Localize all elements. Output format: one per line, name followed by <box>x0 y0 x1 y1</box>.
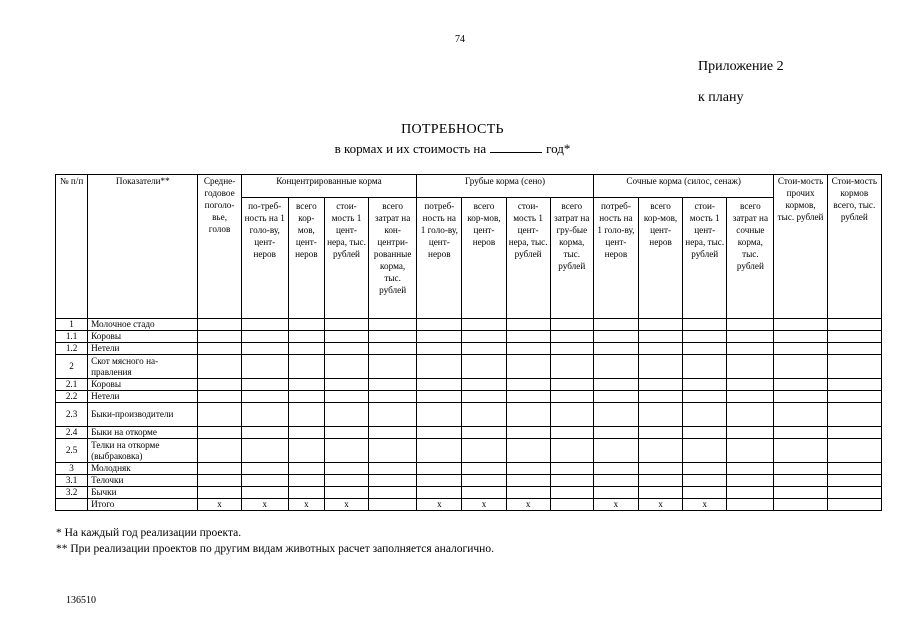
table-cell <box>324 331 368 343</box>
table-cell <box>506 331 550 343</box>
table-cell <box>506 427 550 439</box>
table-cell <box>639 487 683 499</box>
table-cell <box>827 379 881 391</box>
table-cell <box>827 439 881 463</box>
table-cell <box>198 475 241 487</box>
table-cell <box>683 331 727 343</box>
table-cell <box>683 487 727 499</box>
table-cell <box>369 463 417 475</box>
table-cell <box>683 379 727 391</box>
table-cell <box>593 439 638 463</box>
table-cell <box>593 355 638 379</box>
row-label: Телочки <box>88 475 198 487</box>
table-cell <box>417 379 462 391</box>
document-subtitle <box>0 141 905 157</box>
table-cell <box>462 403 506 427</box>
coarse-total-header: всего кор-мов, цент-неров <box>462 198 506 319</box>
table-cell <box>506 463 550 475</box>
table-cell <box>827 343 881 355</box>
total-cell <box>774 499 827 511</box>
table-cell <box>417 439 462 463</box>
subtitle-text: в кормах и их стоимость на <box>334 141 487 156</box>
table-cell <box>639 439 683 463</box>
table-cell <box>462 439 506 463</box>
table-row <box>56 463 882 475</box>
table-cell <box>288 427 324 439</box>
table-cell <box>683 355 727 379</box>
document-code: 136510 <box>66 595 96 606</box>
table-cell <box>241 439 288 463</box>
table-cell <box>827 391 881 403</box>
table-cell <box>462 463 506 475</box>
table-cell <box>462 475 506 487</box>
document-title: ПОТРЕБНОСТЬ <box>401 122 504 137</box>
table-cell <box>324 475 368 487</box>
row-label: Скот мясного на-правления <box>88 355 198 379</box>
table-cell <box>774 427 827 439</box>
succ-need-header: потреб-ность на 1 голо-ву, цент-неров <box>593 198 638 319</box>
row-label: Коровы <box>88 331 198 343</box>
table-cell <box>241 343 288 355</box>
table-cell <box>550 487 593 499</box>
table-cell <box>683 403 727 427</box>
table-cell <box>683 319 727 331</box>
row-number: 3 <box>56 463 88 475</box>
table-cell <box>727 355 774 379</box>
table-cell <box>288 319 324 331</box>
table-cell <box>683 343 727 355</box>
total-label: Итого <box>88 499 198 511</box>
table-cell <box>369 331 417 343</box>
table-cell <box>727 487 774 499</box>
table-cell <box>550 427 593 439</box>
col-avg-livestock-header: Средне-годовое поголо-вье, голов <box>198 175 241 319</box>
table-cell <box>683 475 727 487</box>
table-cell <box>462 379 506 391</box>
table-cell <box>639 343 683 355</box>
table-cell <box>593 319 638 331</box>
table-cell <box>727 331 774 343</box>
col-other-cost-header: Стои-мость прочих кормов, тыс. рублей <box>774 175 827 319</box>
table-row <box>56 487 882 499</box>
table-cell <box>683 463 727 475</box>
table-row <box>56 355 882 379</box>
row-label: Молочное стадо <box>88 319 198 331</box>
table-cell <box>506 355 550 379</box>
table-cell <box>288 403 324 427</box>
appendix-label: Приложение 2 <box>698 59 784 74</box>
table-cell <box>506 475 550 487</box>
table-cell <box>774 475 827 487</box>
table-cell <box>727 343 774 355</box>
table-cell <box>369 319 417 331</box>
total-cell <box>827 499 881 511</box>
group-succulent-header: Сочные корма (силос, сенаж) <box>593 175 774 198</box>
total-cell: х <box>241 499 288 511</box>
table-cell <box>417 487 462 499</box>
table-cell <box>827 463 881 475</box>
table-cell <box>774 487 827 499</box>
table-cell <box>198 391 241 403</box>
table-cell <box>774 379 827 391</box>
table-cell <box>462 427 506 439</box>
row-label: Быки на откорме <box>88 427 198 439</box>
table-cell <box>827 427 881 439</box>
footnote-2: ** При реализации проектов по другим видам животных расчет заполняется аналогично. <box>56 543 494 555</box>
succ-cost-header: всего затрат на сочные корма, тыс. рублей <box>727 198 774 319</box>
conc-total-header: всего кор-мов, цент-неров <box>288 198 324 319</box>
row-number: 2.3 <box>56 403 88 427</box>
table-cell <box>774 319 827 331</box>
total-cell: х <box>288 499 324 511</box>
table-cell <box>324 355 368 379</box>
table-cell <box>324 427 368 439</box>
table-cell <box>639 331 683 343</box>
row-label: Быки-производители <box>88 403 198 427</box>
table-cell <box>241 427 288 439</box>
col-indicators-header: Показатели** <box>88 175 198 319</box>
table-cell <box>198 343 241 355</box>
table-cell <box>550 343 593 355</box>
table-cell <box>727 391 774 403</box>
table-cell <box>369 475 417 487</box>
table-cell <box>417 463 462 475</box>
total-cell: х <box>683 499 727 511</box>
table-row <box>56 391 882 403</box>
table-row <box>56 439 882 463</box>
table-cell <box>241 487 288 499</box>
row-number: 1.2 <box>56 343 88 355</box>
table-cell <box>639 403 683 427</box>
table-cell <box>506 391 550 403</box>
table-cell <box>241 379 288 391</box>
table-cell <box>727 439 774 463</box>
table-cell <box>198 331 241 343</box>
conc-price-header: стои-мость 1 цент-нера, тыс. рублей <box>324 198 368 319</box>
row-label: Коровы <box>88 379 198 391</box>
table-cell <box>462 343 506 355</box>
table-cell <box>550 439 593 463</box>
table-cell <box>827 319 881 331</box>
coarse-need-header: потреб-ность на 1 голо-ву, цент-неров <box>417 198 462 319</box>
appendix-ref: к плану <box>698 90 744 105</box>
total-cell: х <box>198 499 241 511</box>
table-cell <box>417 343 462 355</box>
table-cell <box>241 331 288 343</box>
table-cell <box>417 355 462 379</box>
table-cell <box>417 331 462 343</box>
table-row <box>56 319 882 331</box>
table-cell <box>462 487 506 499</box>
table-cell <box>827 355 881 379</box>
group-coarse-header: Грубые корма (сено) <box>417 175 594 198</box>
table-cell <box>369 439 417 463</box>
table-cell <box>827 403 881 427</box>
table-cell <box>827 487 881 499</box>
table-cell <box>593 487 638 499</box>
table-cell <box>727 427 774 439</box>
table-cell <box>198 379 241 391</box>
table-cell <box>639 355 683 379</box>
feed-needs-table <box>55 174 882 511</box>
table-cell <box>774 463 827 475</box>
table-cell <box>593 343 638 355</box>
row-label: Нетели <box>88 343 198 355</box>
total-cell: х <box>324 499 368 511</box>
table-cell <box>288 331 324 343</box>
table-cell <box>462 391 506 403</box>
table-cell <box>683 427 727 439</box>
table-cell <box>369 427 417 439</box>
table-cell <box>506 319 550 331</box>
table-cell <box>550 379 593 391</box>
table-cell <box>462 355 506 379</box>
table-row <box>56 427 882 439</box>
table-cell <box>288 487 324 499</box>
table-cell <box>369 391 417 403</box>
table-cell <box>550 355 593 379</box>
conc-need-header: по-треб-ность на 1 голо-ву, цент-неров <box>241 198 288 319</box>
table-cell <box>774 355 827 379</box>
table-row <box>56 331 882 343</box>
total-cell <box>727 499 774 511</box>
total-cell <box>369 499 417 511</box>
total-cell: х <box>593 499 638 511</box>
table-cell <box>462 319 506 331</box>
row-label: Молодняк <box>88 463 198 475</box>
table-cell <box>369 355 417 379</box>
table-cell <box>417 475 462 487</box>
table-cell <box>369 379 417 391</box>
succ-total-header: всего кор-мов, цент-неров <box>639 198 683 319</box>
table-cell <box>727 475 774 487</box>
coarse-price-header: стои-мость 1 цент-нера, тыс. рублей <box>506 198 550 319</box>
table-cell <box>727 403 774 427</box>
total-cell: х <box>417 499 462 511</box>
table-cell <box>774 391 827 403</box>
row-label: Телки на откорме (выбраковка) <box>88 439 198 463</box>
table-cell <box>639 475 683 487</box>
table-cell <box>506 439 550 463</box>
table-cell <box>550 475 593 487</box>
table-cell <box>324 379 368 391</box>
table-row <box>56 343 882 355</box>
table-cell <box>683 439 727 463</box>
table-cell <box>639 427 683 439</box>
table-cell <box>324 319 368 331</box>
table-cell <box>198 427 241 439</box>
table-row <box>56 475 882 487</box>
row-label: Бычки <box>88 487 198 499</box>
subtitle-year: год* <box>546 141 571 156</box>
conc-cost-header: всего затрат на кон-центри-рованные корма, тыс. рублей <box>369 198 417 319</box>
total-cell: х <box>639 499 683 511</box>
table-cell <box>593 331 638 343</box>
table-cell <box>241 463 288 475</box>
year-blank-line <box>490 141 542 153</box>
table-cell <box>639 319 683 331</box>
table-cell <box>774 439 827 463</box>
table-cell <box>593 463 638 475</box>
table-cell <box>827 331 881 343</box>
row-number <box>56 499 88 511</box>
table-cell <box>639 463 683 475</box>
group-concentrated-header: Концентрированные корма <box>241 175 417 198</box>
table-cell <box>550 391 593 403</box>
table-cell <box>198 355 241 379</box>
page-number: 74 <box>455 34 465 45</box>
table-cell <box>241 355 288 379</box>
table-cell <box>198 319 241 331</box>
table-cell <box>593 391 638 403</box>
row-number: 3.1 <box>56 475 88 487</box>
table-cell <box>506 487 550 499</box>
table-cell <box>593 427 638 439</box>
table-cell <box>198 463 241 475</box>
table-cell <box>324 463 368 475</box>
total-cell: х <box>462 499 506 511</box>
table-cell <box>727 463 774 475</box>
table-cell <box>417 391 462 403</box>
table-cell <box>324 439 368 463</box>
row-number: 2.1 <box>56 379 88 391</box>
table-cell <box>369 487 417 499</box>
table-cell <box>198 439 241 463</box>
table-cell <box>369 343 417 355</box>
coarse-cost-header: всего затрат на гру-бые корма, тыс. рублей <box>550 198 593 319</box>
table-cell <box>324 403 368 427</box>
row-number: 2.2 <box>56 391 88 403</box>
table-cell <box>593 403 638 427</box>
table-cell <box>288 343 324 355</box>
table-cell <box>288 355 324 379</box>
table-cell <box>506 379 550 391</box>
table-cell <box>550 403 593 427</box>
succ-price-header: стои-мость 1 цент-нера, тыс. рублей <box>683 198 727 319</box>
table-cell <box>288 391 324 403</box>
table-cell <box>639 391 683 403</box>
table-cell <box>324 343 368 355</box>
table-cell <box>506 403 550 427</box>
table-cell <box>288 463 324 475</box>
table-cell <box>241 391 288 403</box>
table-cell <box>241 403 288 427</box>
total-cell: х <box>506 499 550 511</box>
row-number: 2.4 <box>56 427 88 439</box>
table-cell <box>198 487 241 499</box>
table-cell <box>550 319 593 331</box>
table-cell <box>417 427 462 439</box>
table-row <box>56 379 882 391</box>
table-cell <box>288 379 324 391</box>
table-cell <box>241 475 288 487</box>
row-number: 1.1 <box>56 331 88 343</box>
table-cell <box>288 439 324 463</box>
table-cell <box>288 475 324 487</box>
table-cell <box>774 343 827 355</box>
row-number: 1 <box>56 319 88 331</box>
table-cell <box>727 379 774 391</box>
table-cell <box>550 331 593 343</box>
table-cell <box>550 463 593 475</box>
row-number: 2 <box>56 355 88 379</box>
table-row <box>56 403 882 427</box>
table-cell <box>639 379 683 391</box>
table-cell <box>462 331 506 343</box>
footnote-1: * На каждый год реализации проекта. <box>56 527 242 539</box>
table-cell <box>241 319 288 331</box>
total-row <box>56 499 882 511</box>
table-cell <box>198 403 241 427</box>
total-cell <box>550 499 593 511</box>
table-cell <box>683 391 727 403</box>
row-label: Нетели <box>88 391 198 403</box>
table-cell <box>593 475 638 487</box>
table-cell <box>324 391 368 403</box>
row-number: 2.5 <box>56 439 88 463</box>
table-cell <box>774 403 827 427</box>
table-cell <box>417 319 462 331</box>
table-cell <box>774 331 827 343</box>
col-total-cost-header: Стои-мость кормов всего, тыс. рублей <box>827 175 881 319</box>
col-num-header: № п/п <box>56 175 88 319</box>
table-cell <box>827 475 881 487</box>
table-cell <box>593 379 638 391</box>
table-cell <box>727 319 774 331</box>
row-number: 3.2 <box>56 487 88 499</box>
table-cell <box>417 403 462 427</box>
table-cell <box>506 343 550 355</box>
table-cell <box>369 403 417 427</box>
table-cell <box>324 487 368 499</box>
